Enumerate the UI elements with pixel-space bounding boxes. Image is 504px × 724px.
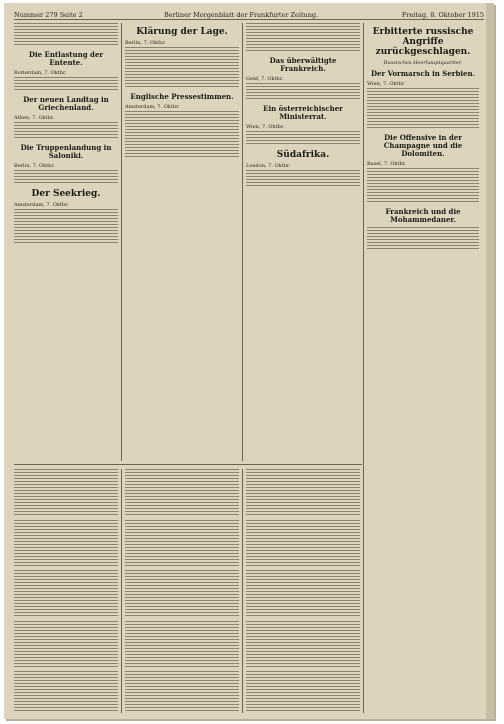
text-lines — [14, 122, 118, 140]
article-dateline: Genf, 7. Oktbr. — [246, 76, 284, 82]
text-lines — [246, 170, 360, 188]
feuilleton-text — [125, 671, 239, 713]
text-lines — [367, 88, 479, 130]
text-lines — [14, 170, 118, 185]
article-body — [14, 170, 118, 185]
feuilleton-text — [14, 621, 118, 669]
article-headline: Die Entlastung der Entente. — [28, 50, 104, 67]
article-body — [246, 23, 360, 53]
article-headline: Erbitterte russische Angriffe zurückgeschlagen. — [372, 27, 474, 57]
page-number: Nummer 279 Seite 2 — [14, 11, 83, 19]
column-4 — [367, 23, 479, 713]
feuilleton-text — [246, 671, 360, 713]
article-headline: Der Seekrieg. — [31, 189, 101, 199]
feuilleton-text — [14, 570, 118, 618]
article-headline: Das überwältigte Frankreich. — [269, 56, 337, 73]
masthead: Berliner Morgenblatt der Frankfurter Zeitung. — [164, 11, 319, 19]
column-1 — [14, 23, 118, 461]
newspaper-page — [4, 3, 494, 719]
text-lines — [14, 209, 118, 245]
feuilleton-rule — [14, 464, 362, 465]
feuilleton-text — [14, 520, 118, 568]
article-body — [14, 77, 118, 92]
column-2 — [125, 23, 239, 461]
text-lines — [246, 131, 360, 146]
article-body — [367, 168, 479, 204]
feuilleton-column-1 — [14, 469, 118, 713]
column-rule — [121, 469, 122, 713]
feuilleton-text — [125, 469, 239, 517]
issue-date: Freitag, 8. Oktober 1915 — [401, 11, 484, 19]
article-headline: Südafrika. — [276, 150, 330, 160]
text-lines — [246, 23, 360, 53]
feuilleton-text — [14, 469, 118, 517]
text-lines — [367, 168, 479, 204]
article-body — [367, 88, 479, 130]
text-lines — [125, 47, 239, 89]
article-body — [246, 170, 360, 188]
article-headline: Ein österreichischer Ministerrat. — [263, 104, 343, 121]
article-dateline: London, 7. Oktbr. — [246, 163, 291, 169]
page-header — [14, 11, 484, 20]
text-lines — [14, 23, 118, 47]
text-lines — [246, 83, 360, 101]
text-lines — [125, 111, 239, 159]
column-rule — [242, 23, 243, 461]
feuilleton-text — [14, 671, 118, 713]
feuilleton-text — [125, 621, 239, 669]
feuilleton-text — [246, 570, 360, 618]
article-dateline: Rotterdam, 7. Oktbr. — [14, 70, 67, 76]
column-rule — [121, 23, 122, 461]
article-headline: Der neuen Landtag in Griechenland. — [23, 95, 109, 112]
column-rule — [363, 23, 364, 713]
text-lines — [14, 77, 118, 92]
text-lines — [367, 227, 479, 251]
article-headline: Die Truppenlandung in Saloniki. — [20, 143, 112, 160]
article-dateline: Wien, 7. Oktbr. — [367, 81, 406, 87]
article-headline: Der Vormarsch in Serbien. — [370, 69, 476, 78]
feuilleton-text — [246, 520, 360, 568]
feuilleton-column-3 — [246, 469, 360, 713]
article-headline: Englische Pressestimmen. — [130, 92, 234, 101]
feuilleton-text — [125, 520, 239, 568]
article-body — [246, 83, 360, 101]
article-body — [125, 47, 239, 89]
article-dateline: Amsterdam, 7. Oktbr. — [125, 104, 180, 110]
article-subheading: Russisches Heerhauptquartier. — [383, 60, 463, 66]
article-body — [14, 23, 118, 47]
article-dateline: Basel, 7. Oktbr. — [367, 161, 407, 167]
article-body — [14, 209, 118, 245]
column-3 — [246, 23, 360, 461]
article-headline: Die Offensive in der Champagne und die Dolomiten. — [383, 133, 463, 158]
scan-edge — [486, 3, 494, 719]
article-body — [125, 111, 239, 159]
feuilleton-text — [125, 570, 239, 618]
feuilleton-text — [246, 469, 360, 517]
article-body — [14, 122, 118, 140]
feuilleton-column-2 — [125, 469, 239, 713]
article-headline: Klärung der Lage. — [136, 27, 228, 37]
article-body — [367, 227, 479, 251]
article-dateline: Wien, 7. Oktbr. — [246, 124, 285, 130]
feuilleton-text — [246, 621, 360, 669]
column-rule — [242, 469, 243, 713]
article-body — [246, 131, 360, 146]
article-dateline: Berlin, 7. Oktbr. — [125, 40, 166, 46]
article-dateline: Amsterdam, 7. Oktbr. — [14, 202, 69, 208]
article-dateline: Berlin, 7. Oktbr. — [14, 163, 55, 169]
article-headline: Frankreich und die Mohammedaner. — [385, 207, 461, 224]
article-dateline: Athen, 7. Oktbr. — [14, 115, 55, 121]
